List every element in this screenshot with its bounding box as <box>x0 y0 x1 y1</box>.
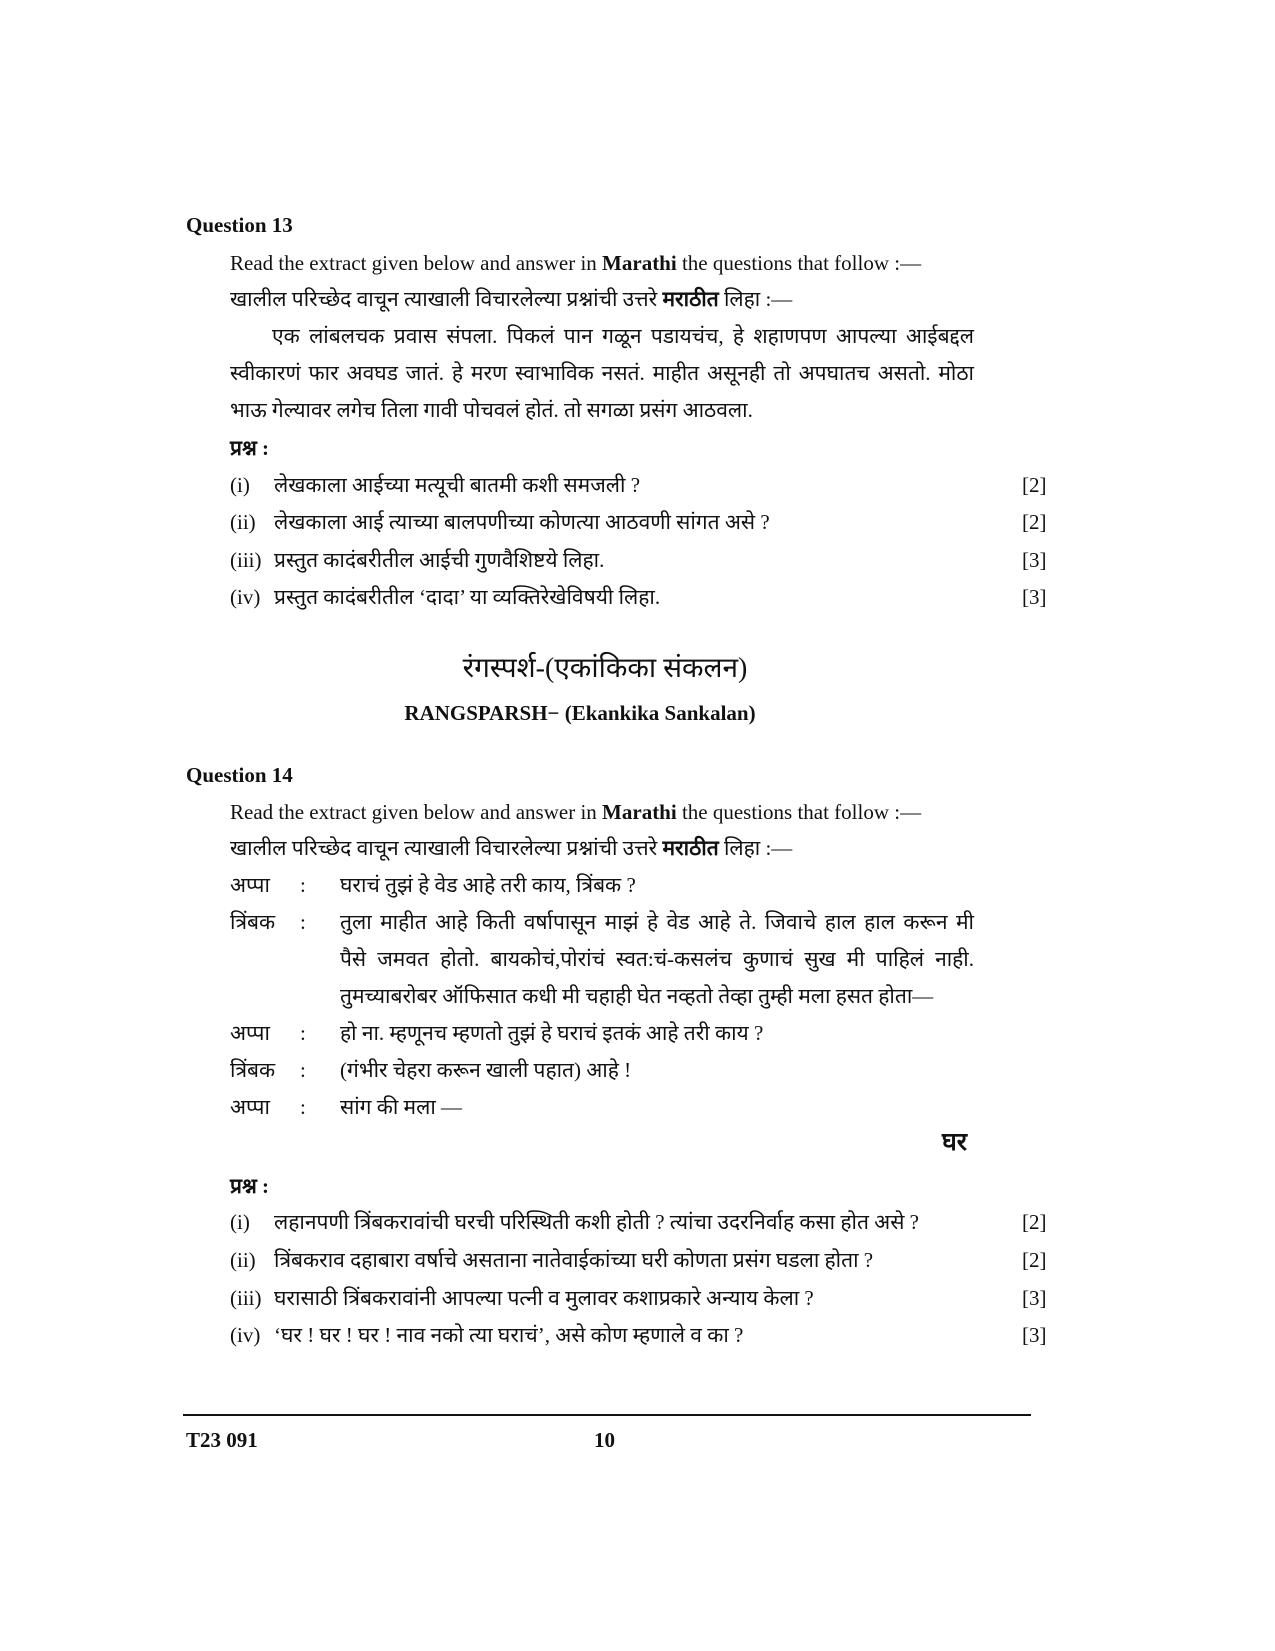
q13-instruction-mr: खालील परिच्छेद वाचून त्याखाली विचारलेल्या प्रश्नांची उत्तरे मराठीत लिहा :— <box>230 287 793 311</box>
q14-marks: [2] <box>1022 1248 1047 1272</box>
dialogue-text: पैसे जमवत होतो. बायकोचं,पोरांचं स्वत:चं-कसलंच कुणाचं सुख मी पाहिलं नाही. <box>340 947 974 971</box>
q13-marks: [2] <box>1022 510 1047 534</box>
dialogue-text: तुमच्याबरोबर ऑफिसात कधी मी चहाही घेत नव्हतो तेव्हा तुम्ही मला हसत होता— <box>340 984 934 1008</box>
dialogue-line: अप्पा : घराचं तुझं हे वेड आहे तरी काय, त्रिंबक ? <box>230 873 636 897</box>
q14-question: (ii) त्रिंबकराव दहाबारा वर्षाचे असताना नातेवाईकांच्या घरी कोणता प्रसंग घडला होता ? <box>230 1248 874 1272</box>
q13-marks: [2] <box>1022 473 1047 497</box>
q13-question: (ii) लेखकाला आई त्याच्या बालपणीच्या कोणत्या आठवणी सांगत असे ? <box>230 510 770 534</box>
q13-question: (i) लेखकाला आईच्या मत्यूची बातमी कशी समजली ? <box>230 473 641 497</box>
footer-divider <box>183 1414 1031 1416</box>
q13-prashna-label: प्रश्न : <box>230 436 270 460</box>
q14-question: (i) लहानपणी त्रिंबकरावांची घरची परिस्थिती कशी होती ? त्यांचा उदरनिर्वाह कसा होत असे ? <box>230 1210 919 1234</box>
q13-marks: [3] <box>1022 548 1047 572</box>
q13-question: (iv) प्रस्तुत कादंबरीतील ‘दादा’ या व्यक्तिरेखेविषयी लिहा. <box>230 585 661 609</box>
extract-source: घर <box>942 1129 968 1156</box>
dialogue-line: त्रिंबक : <box>230 910 306 934</box>
section-title-english: RANGSPARSH− (Ekankika Sankalan) <box>404 701 756 725</box>
q14-question: (iii) घरासाठी त्रिंबकरावांनी आपल्या पत्नी व मुलावर कशाप्रकारे अन्याय केला ? <box>230 1286 814 1310</box>
dialogue-text: तुला माहीत आहे किती वर्षापासून माझं हे वेड आहे ते. जिवाचे हाल हाल करून मी <box>340 910 974 934</box>
q13-extract-line: स्वीकारणं फार अवघड जातं. हे मरण स्वाभाविक नसतं. माहीत असूनही तो अपघातच असतो. मोठा <box>230 361 974 385</box>
page-number: 10 <box>594 1428 615 1452</box>
q13-extract-line: भाऊ गेल्यावर लगेच तिला गावी पोचवलं होतं. तो सगळा प्रसंग आठवला. <box>230 398 753 422</box>
question-14-heading: Question 14 <box>186 763 293 787</box>
dialogue-line: अप्पा : हो ना. म्हणूनच म्हणतो तुझं हे घराचं इतकं आहे तरी काय ? <box>230 1021 764 1045</box>
q14-marks: [3] <box>1022 1286 1047 1310</box>
question-13-heading: Question 13 <box>186 213 293 237</box>
q13-question: (iii) प्रस्तुत कादंबरीतील आईची गुणवैशिष्टये लिहा. <box>230 548 605 572</box>
q14-instruction-en: Read the extract given below and answer in Marathi the questions that follow :— <box>230 800 922 824</box>
q14-marks: [3] <box>1022 1323 1047 1347</box>
q14-instruction-mr: खालील परिच्छेद वाचून त्याखाली विचारलेल्या प्रश्नांची उत्तरे मराठीत लिहा :— <box>230 836 793 860</box>
q13-marks: [3] <box>1022 585 1047 609</box>
dialogue-line: अप्पा : सांग की मला — <box>230 1095 463 1119</box>
q14-marks: [2] <box>1022 1210 1047 1234</box>
paper-code: T23 091 <box>186 1428 258 1452</box>
q13-extract-line: एक लांबलचक प्रवास संपला. पिकलं पान गळून पडायचंच, हे शहाणपण आपल्या आईबद्दल <box>272 324 974 348</box>
section-title-marathi: रंगस्पर्श-(एकांकिका संकलन) <box>462 653 748 684</box>
q13-instruction-en: Read the extract given below and answer in Marathi the questions that follow :— <box>230 251 922 275</box>
q14-question: (iv) ‘घर ! घर ! घर ! नाव नको त्या घराचं’, असे कोण म्हणाले व का ? <box>230 1323 744 1347</box>
q14-prashna-label: प्रश्न : <box>230 1174 270 1198</box>
dialogue-line: त्रिंबक : (गंभीर चेहरा करून खाली पहात) आहे ! <box>230 1058 632 1082</box>
